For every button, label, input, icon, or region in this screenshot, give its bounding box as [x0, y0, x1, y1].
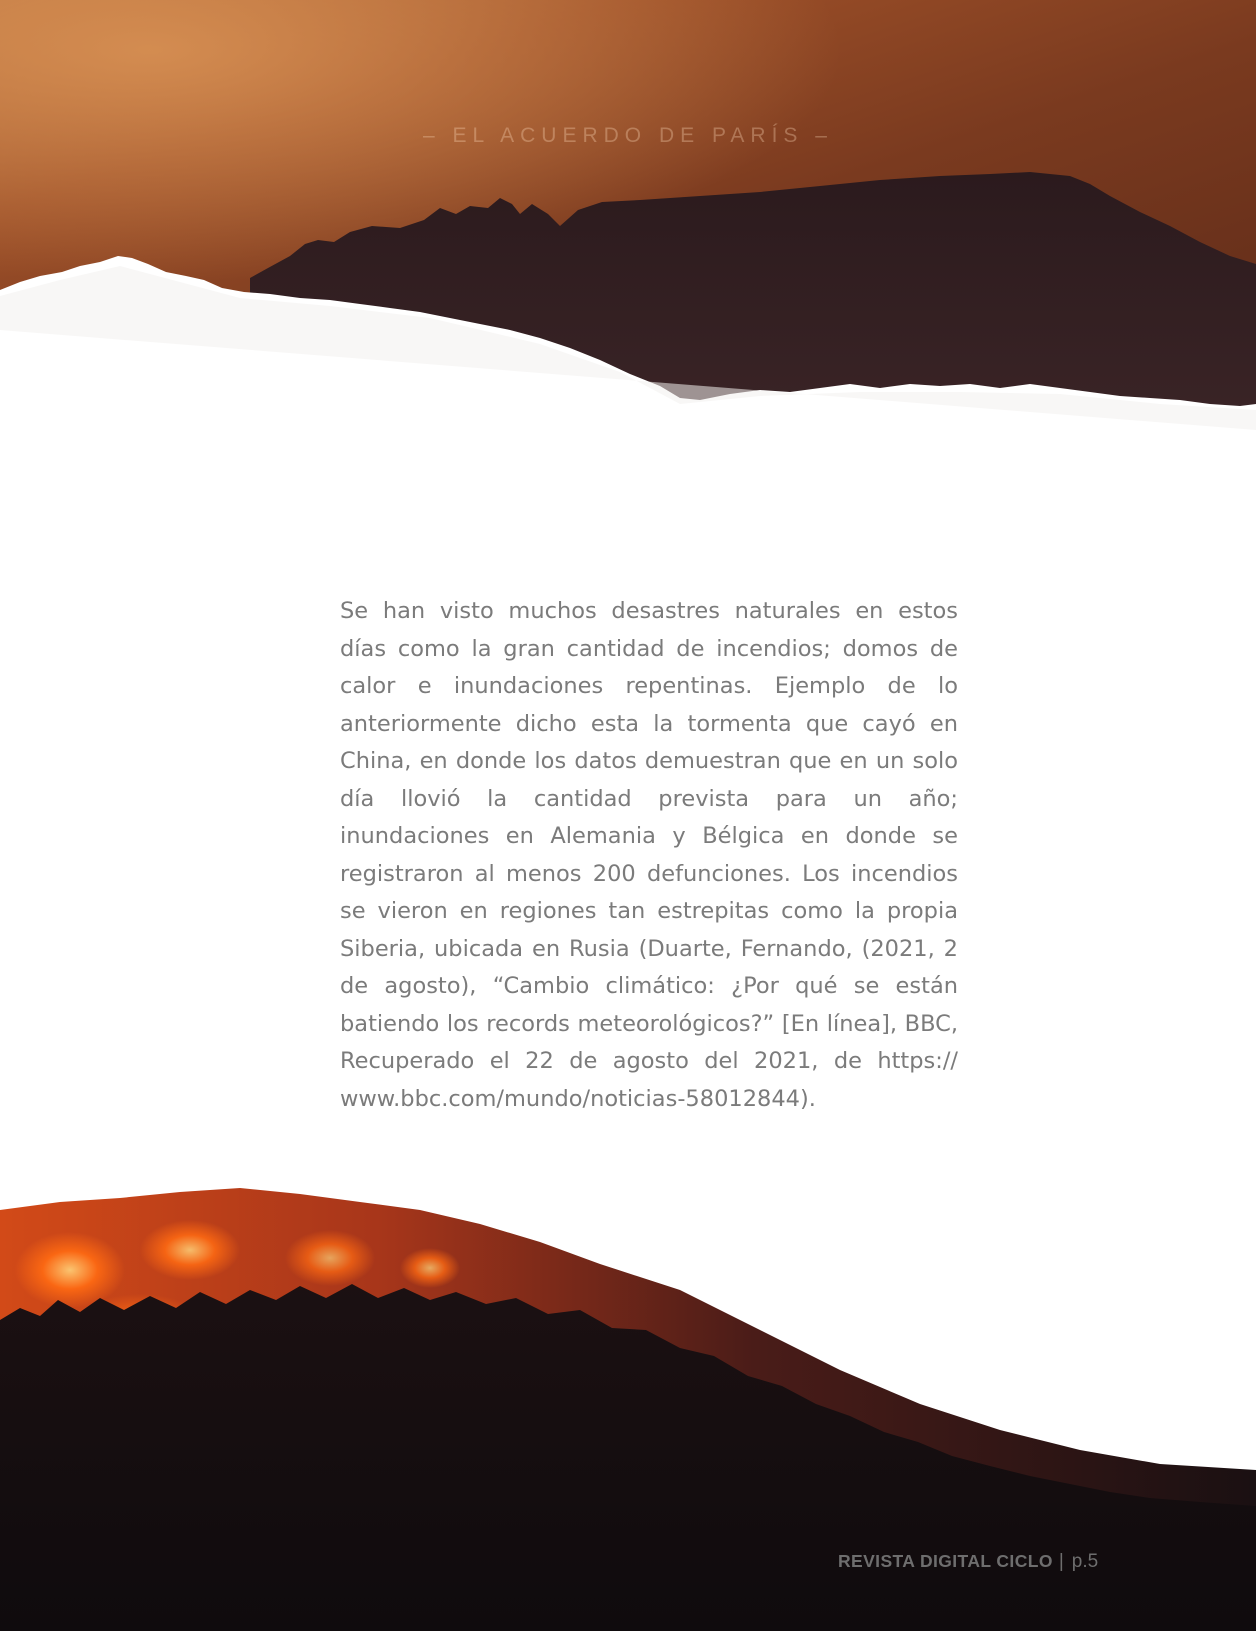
mountain-sunset-illustration — [0, 0, 1256, 520]
magazine-name: REVISTA DIGITAL CICLO — [838, 1551, 1053, 1571]
page-number: p.5 — [1071, 1551, 1099, 1572]
hero-image-mountain-sunset — [0, 0, 1256, 520]
section-label: – EL ACUERDO DE PARÍS – — [423, 124, 833, 147]
article-body: Se han visto muchos desastres naturales en estos días como la gran cantidad de incendios; domos de calor e inundaciones repentinas. Ejemplo de lo anteriormente dicho esta la tormenta que cayó en China, en donde los datos demuestran que en un solo día llovió la cantidad prevista para un año; inundaciones en Alemania y Bélgica en donde se registraron al menos 200 defunciones. Los incendios se vieron en regiones tan estrepitas como la propia Siberia, ubicada en Rusia (Duarte, Fernando, (2021, 2 de agosto), “Cambio climático: ¿Por qué se están batiendo los records meteorológicos?” [En línea], BBC, Recuperado el 22 de agosto del 2021, de https:// www.bbc.com/mundo/noticias-58012844). — [340, 598, 958, 1112]
footer-separator: | — [1058, 1551, 1064, 1572]
page-footer — [838, 1551, 1098, 1573]
